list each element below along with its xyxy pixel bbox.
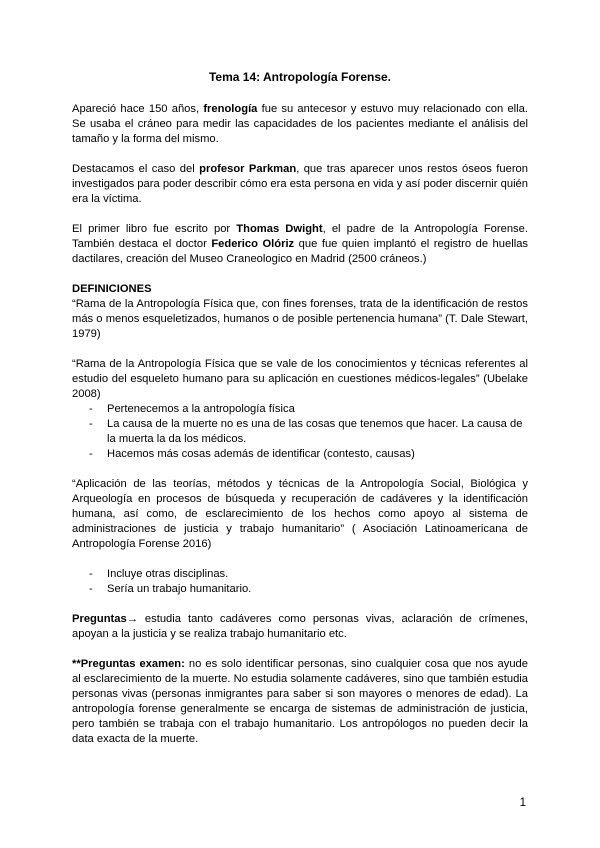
list-item: - Pertenecemos a la antropología física <box>72 402 528 417</box>
page-number: 1 <box>519 797 526 809</box>
bold-term: profesor Parkman <box>199 163 297 175</box>
page-title: Tema 14: Antropología Forense. <box>208 70 392 84</box>
text: fue su antecesor y estuvo muy relacionado con ella. Se usaba el cráneo para medir las capacidades de los pacientes mediante el análisis del tamaño y la forma del mismo. <box>72 103 528 145</box>
text: Apareció hace 150 años, <box>72 103 204 115</box>
list-ubelake <box>72 402 528 462</box>
text: El primer libro fue escrito por <box>72 223 237 235</box>
paragraph-preguntas <box>72 612 528 642</box>
paragraph-dwight <box>72 222 528 267</box>
text: , el padre de la Antropología Forense. También destaca el doctor <box>72 223 528 250</box>
paragraph-parkman <box>72 162 528 207</box>
arrow-icon: → <box>126 613 138 625</box>
definition-ubelake: “Rama de la Antropología Física que se vale de los conocimientos y técnicas referentes al estudio del esqueleto humano para su aplicación en cuestiones médicos-legales” (Ubelake 2008) <box>72 358 528 400</box>
paragraph-frenologia <box>72 102 528 147</box>
definition-alaf: “Aplicación de las teorías, métodos y técnicas de la Antropología Social, Biológica y Arqueología en procesos de búsqueda y recuperación de cadáveres y la identificación humana, así como, de esclarecimiento de los hechos como apoyo al sistema de administraciones de justicia y trabajo humanitario” ( Asociación Latinoamericana de Antropología Forense 2016) <box>72 478 528 550</box>
bold-label: **Preguntas examen: <box>72 658 185 670</box>
text: estudia tanto cadáveres como personas vivas, aclaración de crímenes, apoyan a la justicia y se realiza trabajo humanitario etc. <box>72 613 528 640</box>
text: no es solo identificar personas, sino cualquier cosa que nos ayude al esclarecimiento de la muerte. No estudia solamente cadáveres, sino que también estudia personas vivas (personas inmigrantes para saber si son mayores o menores de edad). La antropología forense generalmente se encarga de sistemas de administración de justicia, pero también se trabaja con el trabajo humanitario. Los antropólogos no pueden decir la data exacta de la muerte. <box>72 658 528 745</box>
bold-term: frenología <box>203 103 258 115</box>
list-alaf <box>72 567 528 597</box>
text: , que tras aparecer unos restos óseos fueron investigados para poder describir cómo era esta persona en vida y así poder discernir quién era la víctima. <box>72 163 528 205</box>
bold-term: Federico Olóriz <box>211 238 295 250</box>
definition-stewart: “Rama de la Antropología Física que, con fines forenses, trata de la identificación de restos más o menos esqueletizados, humanos o de posible pertenencia humana” (T. Dale Stewart, 1979) <box>72 298 528 340</box>
list-item: - Incluye otras disciplinas. <box>72 567 528 582</box>
section-heading-definiciones: DEFINICIONES <box>72 283 152 295</box>
text: que fue quien implantó el registro de huellas dactilares, creación del Museo Craneologico en Madrid (2500 cráneos.) <box>72 238 529 265</box>
bold-term: Thomas Dwight <box>236 223 323 235</box>
document-page <box>72 70 528 747</box>
list-item: - Hacemos más cosas además de identificar (contesto, causas) <box>72 447 528 462</box>
list-item: - La causa de la muerte no es una de las cosas que tenemos que hacer. La causa de la muerta la da los médicos. <box>72 417 528 447</box>
text: Destacamos el caso del <box>72 163 200 175</box>
bold-label: Preguntas <box>72 613 127 625</box>
list-item: - Sería un trabajo humanitario. <box>72 582 528 597</box>
paragraph-preguntas-examen <box>72 657 528 747</box>
